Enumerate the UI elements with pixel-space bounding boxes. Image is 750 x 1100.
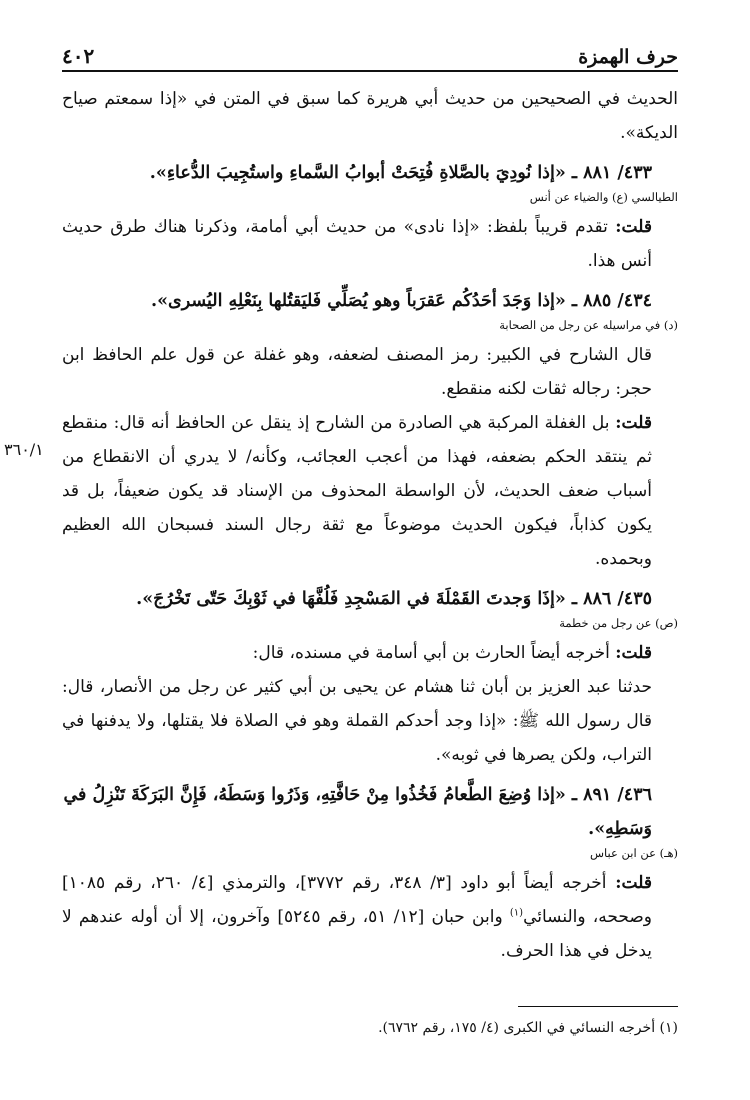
- qult-block: [4, 406, 678, 576]
- qult-text: تقدم قريباً بلفظ: «إذا نادى» من حديث أبي أمامة، وذكرنا هناك طرق حديث أنس هذا.: [62, 217, 652, 271]
- hadith-source: (هـ) عن ابن عباس: [589, 846, 678, 860]
- hadith-433: [62, 156, 678, 190]
- qult-label: قلت:: [615, 413, 652, 433]
- footnote-ref[interactable]: (١): [509, 907, 524, 919]
- footnote-text: أخرجه النسائي في الكبرى (٤/ ١٧٥، رقم ٦٧٦٢).: [378, 1020, 656, 1036]
- book-page: [4, 38, 678, 1041]
- qult-text: وابن حبان [١٢/ ٥١، رقم ٥٢٤٥] وآخرون، إلا أن أوله عندهم لا يدخل في هذا الحرف.: [62, 907, 652, 961]
- hadith-number: ٤٣٤/ ٨٨٥ ـ: [571, 291, 652, 311]
- hadith-text: «إذا نُودِيَ بالصَّلاةِ فُتِحَتْ أبوابُ السَّماءِ واستُجِيبَ الدُّعاءِ».: [149, 163, 566, 183]
- margin-reference: ٣٦٠/١: [4, 440, 44, 459]
- hadith-435: [62, 582, 678, 616]
- paragraph: الحديث في الصحيحين من حديث أبي هريرة كما سبق في المتن في «إذا سمعتم صياح الديكة».: [62, 89, 678, 143]
- qult-label: قلت:: [615, 873, 652, 893]
- hadith-434: [62, 284, 678, 318]
- qult-label: قلت:: [615, 643, 652, 663]
- paragraph-qult: [62, 406, 678, 576]
- page-body: [4, 82, 678, 1041]
- qult-text: أخرجه أيضاً أبو داود [٣/ ٣٤٨، رقم ٣٧٧٢]، والترمذي [٤/ ٢٦٠، رقم ١٠٨٥] وصححه، والنسائي: [62, 873, 652, 927]
- hadith-text: «إذا وَجَدَ أحَدُكُم عَقرَباً وهو يُصَلِّي فَليَقتُلها بِنَعْلِهِ اليُسرى».: [150, 291, 566, 311]
- hadith-number: ٤٣٦/ ٨٩١ ـ: [571, 785, 652, 805]
- page-number: ٤٠٢: [62, 44, 95, 68]
- qult-label: قلت:: [615, 217, 652, 237]
- hadith-436: [62, 778, 678, 846]
- paragraph-qult: [62, 866, 678, 968]
- qult-text: أخرجه أيضاً الحارث بن أبي أسامة في مسنده، قال:: [252, 643, 610, 663]
- qult-text: بل الغفلة المركبة هي الصادرة من الشارح إذ ينقل عن الحافظ أنه قال: منقطع ثم ينتقد الحكم بضعفه، فهذا من أعجب العجائب، وكأنه/ لا يدري أن الانقطاع من أسباب ضعف الحديث، لأن الواسطة المحذوف من الإسناد قد يكون ضعيفاً، بل قد يكون كذاباً، فيكون الحديث موضوعاً مع ثقة رجال السند فسبحان الله العظيم وبحمده.: [62, 413, 652, 569]
- hadith-source: (د) في مراسيله عن رجل من الصحابة: [499, 318, 678, 332]
- footnote-divider: [518, 1006, 678, 1007]
- hadith-source: (ص) عن رجل من خطمة: [559, 616, 678, 630]
- chapter-title: حرف الهمزة: [578, 46, 678, 68]
- hadith-text: «إذا وُضِعَ الطَّعامُ فَخُذُوا مِنْ حَافَّتِهِ، وَذَرُوا وَسَطَهُ، فَإِنَّ البَرَكَةَ تَنْزِلُ في وَسَطِهِ».: [63, 785, 652, 839]
- hadith-number: ٤٣٥/ ٨٨٦ ـ: [571, 589, 652, 609]
- page-header: [62, 38, 678, 72]
- paragraph: حدثنا عبد العزيز بن أبان ثنا هشام عن يحيى بن أبي كثير عن رجل من الأنصار، قال: قال رسول الله ﷺ: «إذا وجد أحدكم القملة وهو في الصلاة فلا يقتلها، ولا يدفنها في التراب، ولكن يصرها في ثوبه».: [62, 677, 652, 765]
- paragraph-qult: [62, 636, 678, 670]
- hadith-source: الطيالسي (ع) والضياء عن أنس: [529, 190, 678, 204]
- footnote: [62, 1015, 678, 1041]
- paragraph: قال الشارح في الكبير: رمز المصنف لضعفه، وهو غفلة عن قول علم الحافظ ابن حجر: رجاله ثقات لكنه منقطع.: [62, 345, 652, 399]
- hadith-number: ٤٣٣/ ٨٨١ ـ: [571, 163, 652, 183]
- paragraph-qult: [62, 210, 678, 278]
- hadith-text: «إذَا وَجدتَ القَمْلَةَ في المَسْجِدِ فَلُفَّهَا في ثَوْبِكَ حَتّى تَخْرُجَ».: [136, 589, 566, 609]
- footnote-mark: (١): [659, 1020, 678, 1036]
